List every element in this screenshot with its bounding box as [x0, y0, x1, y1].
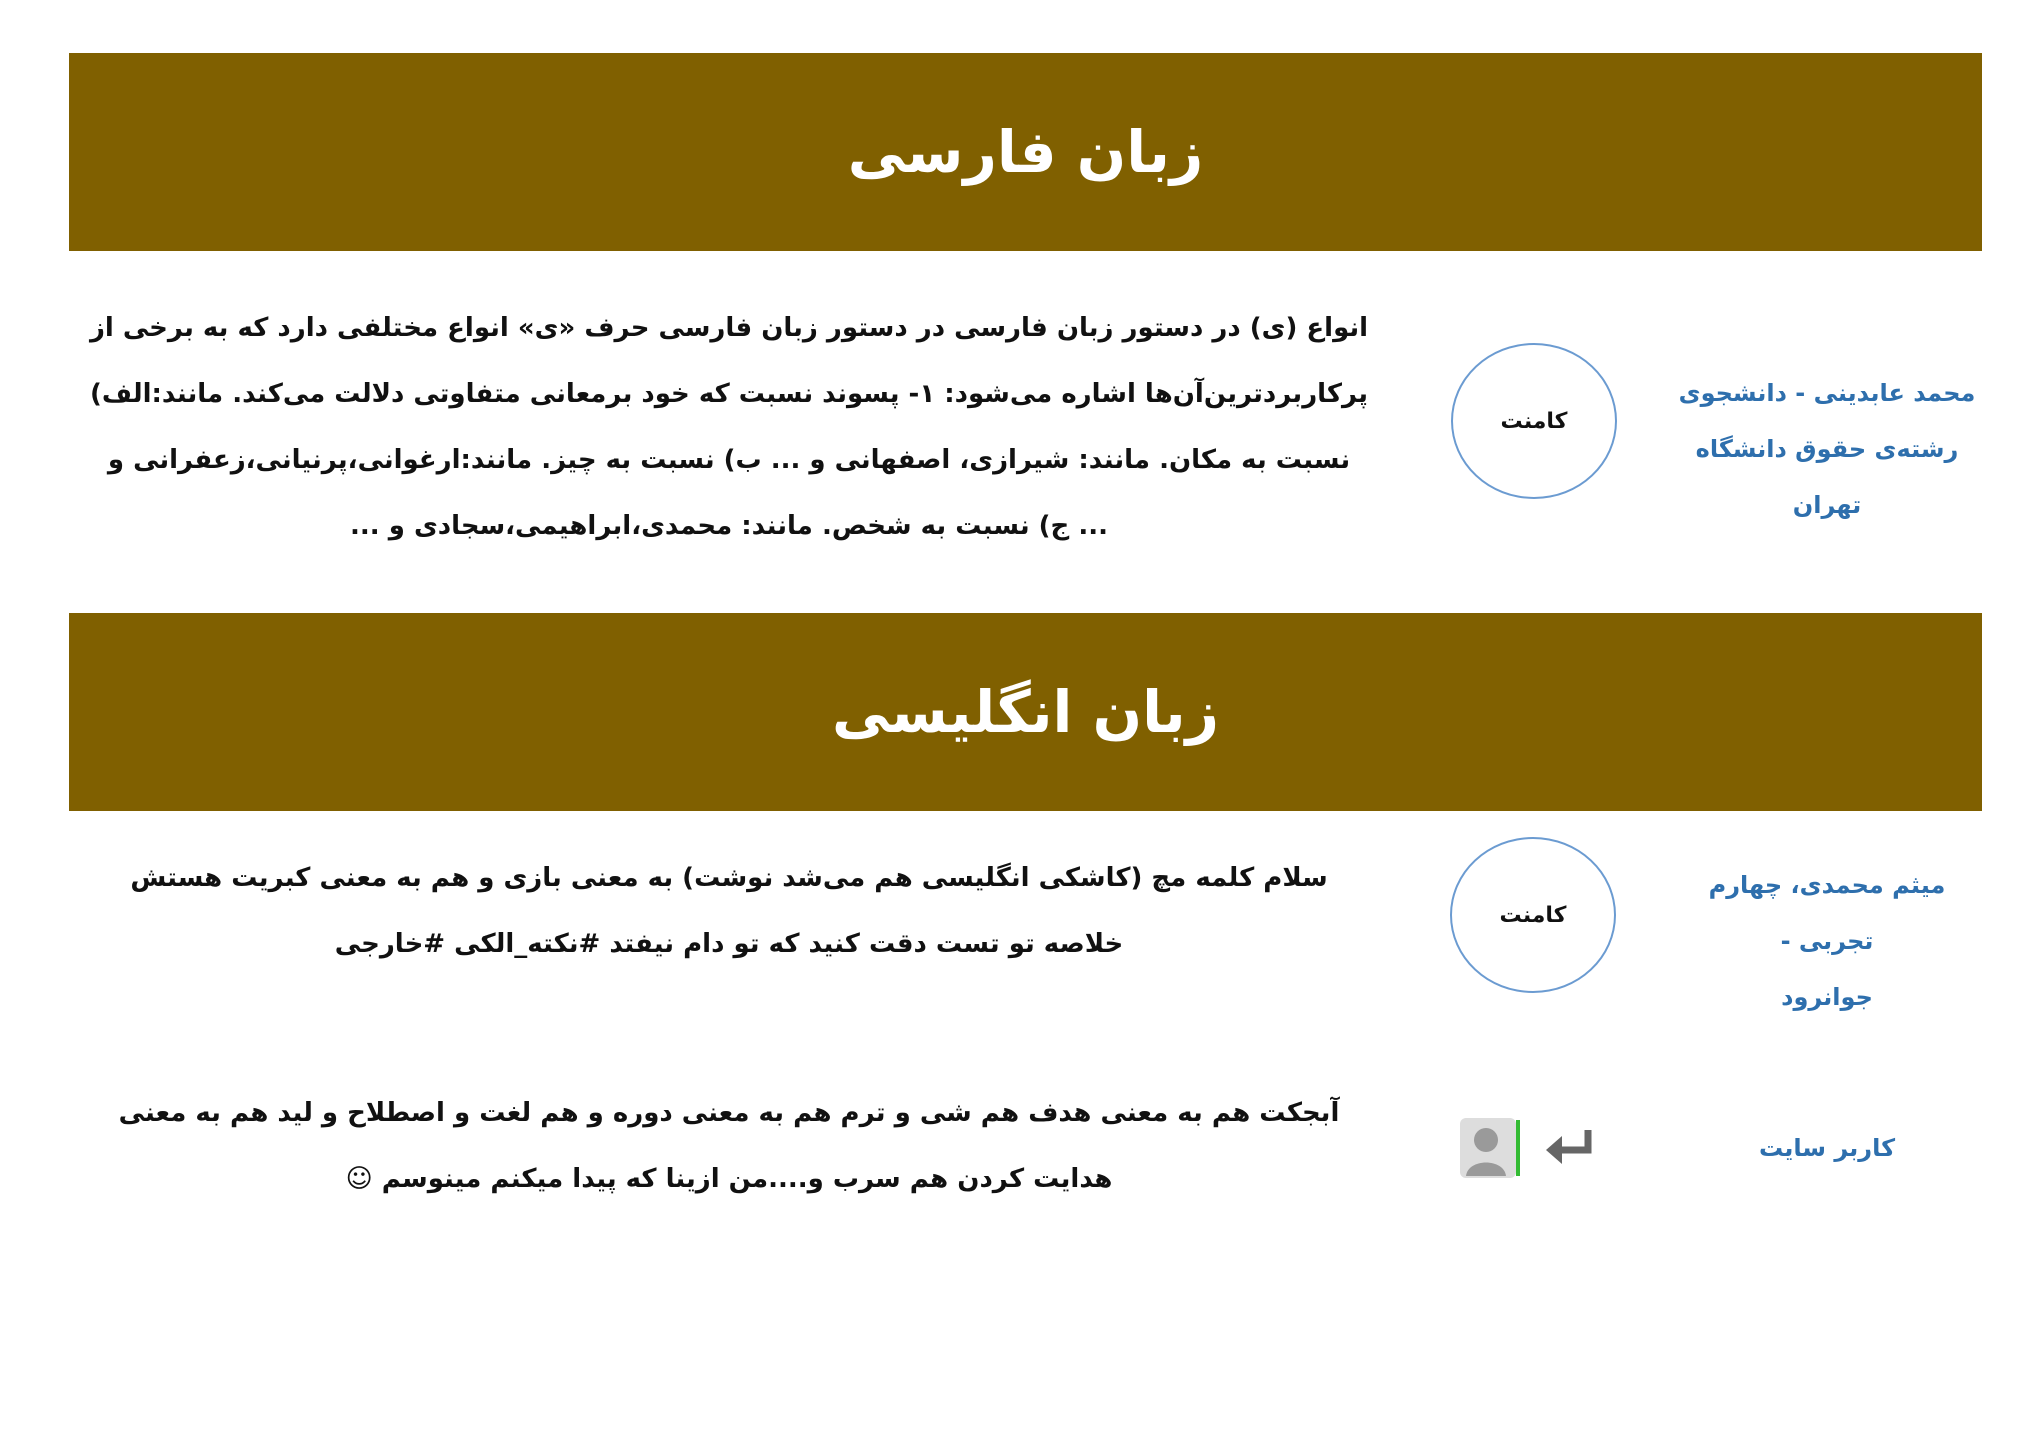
comment-author[interactable] [1672, 365, 1982, 533]
author-affiliation-line: رشته‌ی حقوق دانشگاه تهران [1695, 435, 1959, 519]
comment-author[interactable] [1672, 1120, 1982, 1176]
section-banner-english [69, 613, 1982, 811]
reply-arrow-icon[interactable] [1542, 1124, 1598, 1172]
comment-text: انواع (ی) در دستور زبان فارسی در دستور زبان فارسی حرف «ی» انواع مختلفی دارد که به برخی از پرکاربردترین‌آن‌ها اشاره می‌شود: ۱- پسوند نسبت که خود برمعانی متفاوتی دلالت می‌کند. مانند:الف) نسبت به مکان. مانند: شیرازی، اصفهانی و ... ب) نسبت به چیز. مانند:ارغوانی،پرنیانی،زعفرانی و ... ج) نسبت به شخص. مانند: محمدی،ابراهیمی،سجادی و ... [89, 313, 1369, 541]
author-location-line: جوانرود [1781, 983, 1873, 1011]
section-title: زبان انگلیسی [831, 678, 1220, 746]
comment-text: آبجکت هم به معنی هدف هم شی و ترم هم به معنی دوره و هم لغت و اصطلاح و لید هم به معنی هدایت کردن هم سرب و....من ازینا که پیدا میکنم مینوسم ☺ [118, 1098, 1340, 1194]
author-name-line: میثم محمدی، چهارم تجربی - [1708, 871, 1946, 955]
author-name-line: محمد عابدینی - دانشجوی [1678, 379, 1976, 407]
comment-row [69, 295, 1982, 565]
comment-author[interactable] [1672, 857, 1982, 1025]
comment-text: سلام کلمه مچ (کاشکی انگلیسی هم می‌شد نوشت) به معنی بازی و هم به معنی کبریت هستش خلاصه تو تست دقت کنید که تو دام نیفتد #نکته_الکی #خارجی [130, 863, 1328, 959]
section-title: زبان فارسی [847, 118, 1204, 186]
section-banner-persian [69, 53, 1982, 251]
badge-label: کامنت [1500, 408, 1568, 434]
author-name-line: کاربر سایت [1758, 1134, 1896, 1162]
badge-label: کامنت [1499, 902, 1567, 928]
comment-row [69, 845, 1982, 1025]
comment-badge[interactable] [1450, 837, 1616, 993]
comment-icons [1452, 1110, 1632, 1190]
user-avatar-icon[interactable] [1458, 1116, 1522, 1180]
comment-row [69, 1080, 1982, 1230]
comment-badge[interactable] [1451, 343, 1617, 499]
